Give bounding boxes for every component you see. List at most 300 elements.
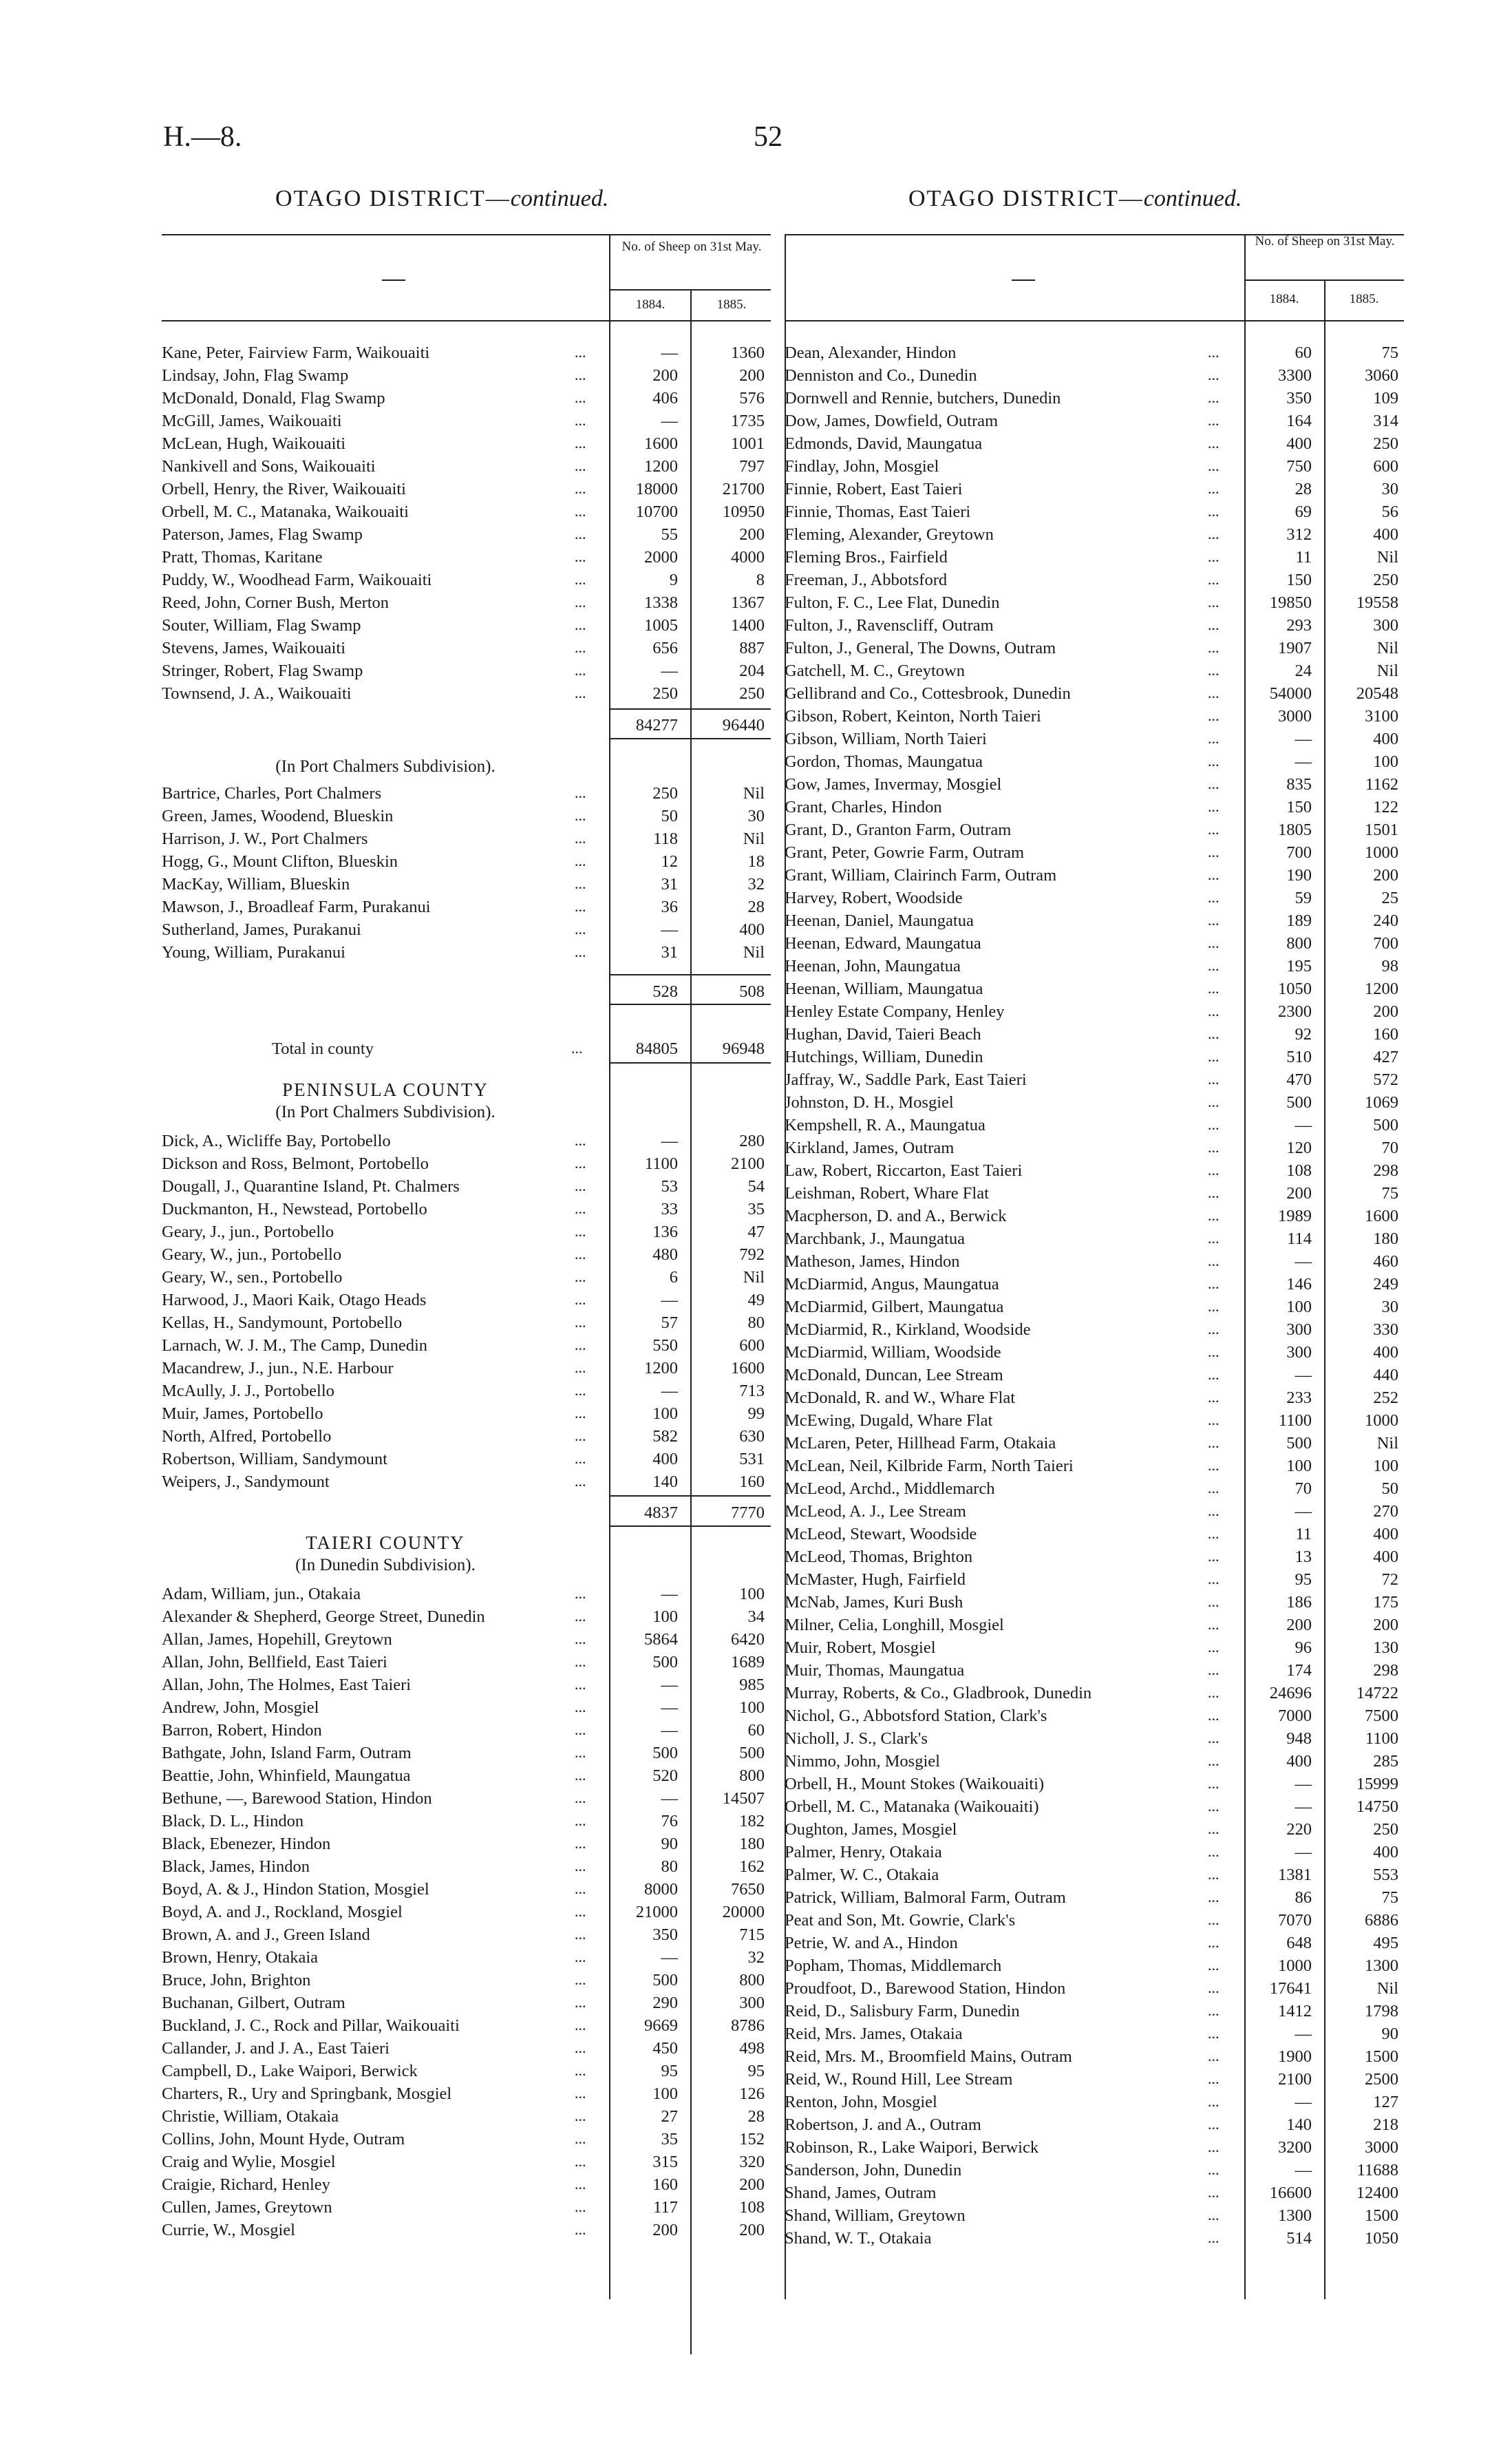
table-row <box>785 1499 1404 1522</box>
row-name: Callander, J. and J. A., East Taieri <box>162 2039 390 2058</box>
row-name: Fulton, F. C., Lee Flat, Dunedin <box>785 593 1000 612</box>
leader-dots: ... <box>1208 2115 1220 2133</box>
table-row <box>162 1900 771 1923</box>
leader-dots: ... <box>575 525 586 542</box>
value-1885: 50 <box>1381 1479 1398 1498</box>
value-1884: 136 <box>652 1223 678 1241</box>
right-year-1884: 1884. <box>1269 292 1299 306</box>
row-name: Grant, D., Granton Farm, Outram <box>785 821 1012 839</box>
leader-dots: ... <box>571 1039 583 1057</box>
row-name: Charters, R., Ury and Springbank, Mosgiel <box>162 2084 452 2103</box>
value-1885: 56 <box>1381 503 1398 521</box>
value-1885: 1501 <box>1365 821 1398 839</box>
row-name: Palmer, W. C., Otakaia <box>785 1866 939 1884</box>
value-1884: 9669 <box>644 2016 678 2035</box>
value-1885: 7650 <box>731 1880 765 1899</box>
table-row <box>785 1840 1404 1863</box>
value-1884: — <box>1295 1797 1312 1816</box>
leader-dots: ... <box>575 1857 586 1875</box>
leader-dots: ... <box>1208 1616 1220 1633</box>
value-1885: 218 <box>1373 2115 1398 2134</box>
table-row <box>162 2036 771 2059</box>
row-name: Muir, James, Portobello <box>162 1404 323 1423</box>
table-row <box>162 1968 771 1991</box>
value-1884: 1300 <box>1278 2206 1312 2225</box>
row-name: Gibson, William, North Taieri <box>785 730 987 748</box>
row-name: Pratt, Thomas, Karitane <box>162 548 323 567</box>
subtotal-1885: 96440 <box>722 716 765 735</box>
table-row <box>162 1605 771 1627</box>
value-1885: 200 <box>739 525 765 544</box>
table-row <box>785 2022 1404 2045</box>
table-row <box>785 1999 1404 2022</box>
row-name: McDiarmid, Angus, Maungatua <box>785 1275 999 1294</box>
row-name: Bruce, John, Brighton <box>162 1971 311 1989</box>
row-name: Black, Ebenezer, Hindon <box>162 1835 331 1853</box>
value-1885: 1735 <box>731 412 765 430</box>
value-1885: 1162 <box>1365 775 1398 794</box>
value-1885: 162 <box>739 1857 765 1876</box>
value-1885: 160 <box>739 1472 765 1491</box>
row-name: McLeod, A. J., Lee Stream <box>785 1502 966 1521</box>
leader-dots: ... <box>1208 1797 1220 1815</box>
row-name: McLeod, Stewart, Woodside <box>785 1525 977 1543</box>
leader-dots: ... <box>1208 2206 1220 2224</box>
row-name: Renton, John, Mosgiel <box>785 2093 937 2111</box>
table-row <box>785 818 1404 841</box>
value-1884: 200 <box>1286 1616 1312 1634</box>
value-1884: 195 <box>1286 957 1312 975</box>
total-1885: 96948 <box>722 1039 765 1058</box>
table-row <box>162 568 771 591</box>
row-name: McAully, J. J., Portobello <box>162 1382 334 1400</box>
leader-dots: ... <box>1208 866 1220 883</box>
leader-dots: ... <box>575 2039 586 2056</box>
table-row <box>162 827 771 849</box>
value-1885: 100 <box>739 1698 765 1717</box>
value-1885: 21700 <box>722 480 765 498</box>
right-title-text: OTAGO DISTRICT— <box>908 186 1144 211</box>
table-row <box>162 1786 771 1809</box>
value-1885: 75 <box>1381 1888 1398 1907</box>
row-name: Brown, Henry, Otakaia <box>162 1948 319 1967</box>
leader-dots: ... <box>575 807 586 824</box>
row-name: Fulton, J., Ravenscliff, Outram <box>785 616 994 635</box>
leader-dots: ... <box>1208 2070 1220 2087</box>
table-row <box>785 954 1404 977</box>
value-1884: 450 <box>652 2039 678 2058</box>
leader-dots: ... <box>1208 730 1220 747</box>
table-row <box>785 1227 1404 1249</box>
leader-dots: ... <box>575 1835 586 1852</box>
value-1885: 1200 <box>1365 980 1398 998</box>
table-row <box>785 1772 1404 1795</box>
table-row <box>162 1220 771 1243</box>
leader-dots: ... <box>1208 2138 1220 2155</box>
value-1884: 500 <box>652 1653 678 1671</box>
table-row <box>785 1567 1404 1590</box>
value-1885: 1360 <box>731 344 765 362</box>
value-1885: 54 <box>747 1177 765 1196</box>
table-row <box>785 1090 1404 1113</box>
leader-dots: ... <box>1208 1025 1220 1042</box>
leader-dots: ... <box>575 1336 586 1353</box>
table-row <box>785 659 1404 682</box>
leader-dots: ... <box>1208 1048 1220 1065</box>
table-row <box>785 545 1404 568</box>
value-1884: 470 <box>1286 1070 1312 1089</box>
value-1884: 200 <box>652 2221 678 2239</box>
value-1884: 27 <box>661 2107 678 2126</box>
leader-dots: ... <box>1208 525 1220 542</box>
row-name: Fleming Bros., Fairfield <box>785 548 948 567</box>
value-1885: 1050 <box>1365 2229 1398 2248</box>
value-1884: 114 <box>1287 1229 1312 1248</box>
leader-dots: ... <box>575 480 586 497</box>
row-name: McNab, James, Kuri Bush <box>785 1593 963 1612</box>
value-1885: 11688 <box>1356 2161 1398 2179</box>
row-name: Harrison, J. W., Port Chalmers <box>162 830 368 848</box>
leader-dots: ... <box>1208 1389 1220 1406</box>
value-1885: 122 <box>1373 798 1398 816</box>
row-name: Dick, A., Wicliffe Bay, Portobello <box>162 1132 391 1150</box>
table-row <box>162 2173 771 2195</box>
row-name: Johnston, D. H., Mosgiel <box>785 1093 954 1112</box>
row-name: McDonald, R. and W., Whare Flat <box>785 1389 1016 1407</box>
value-1885: 1367 <box>731 593 765 612</box>
table-row <box>162 2195 771 2218</box>
value-1885: 60 <box>747 1721 765 1740</box>
row-name: North, Alfred, Portobello <box>162 1427 332 1446</box>
value-1885: 25 <box>1381 889 1398 907</box>
taieri-subdivision: (In Dunedin Subdivision). <box>295 1556 476 1574</box>
leader-dots: ... <box>1208 911 1220 929</box>
table-row <box>162 1650 771 1673</box>
leader-dots: ... <box>1208 1684 1220 1701</box>
right-column-title <box>908 186 1242 212</box>
value-1884: 92 <box>1295 1025 1312 1044</box>
table-row <box>785 2158 1404 2181</box>
value-1885: 300 <box>739 1994 765 2012</box>
value-1885: 1600 <box>1365 1207 1398 1225</box>
leader-dots: ... <box>575 1427 586 1444</box>
leader-dots: ... <box>1208 1752 1220 1769</box>
value-1884: 700 <box>1286 843 1312 862</box>
leader-dots: ... <box>1208 1934 1220 1951</box>
value-1885: 47 <box>747 1223 765 1241</box>
value-1885: 330 <box>1373 1320 1398 1339</box>
row-name: Muir, Robert, Mosgiel <box>785 1638 936 1657</box>
value-1884: 1100 <box>644 1154 678 1173</box>
value-1885: 531 <box>739 1450 765 1468</box>
table-row <box>785 1363 1404 1386</box>
value-1885: 90 <box>1381 2025 1398 2043</box>
leader-dots: ... <box>575 1382 586 1399</box>
leader-dots: ... <box>1208 366 1220 383</box>
value-1884: 750 <box>1286 457 1312 476</box>
value-1884: 1900 <box>1278 2047 1312 2066</box>
row-name: McLeod, Archd., Middlemarch <box>785 1479 995 1498</box>
row-name: Currie, W., Mosgiel <box>162 2221 295 2239</box>
value-1884: 160 <box>652 2175 678 2194</box>
table-row <box>162 2014 771 2036</box>
value-1885: 2100 <box>731 1154 765 1173</box>
table-row <box>785 477 1404 500</box>
row-name: Paterson, James, Flag Swamp <box>162 525 363 544</box>
leader-dots: ... <box>1208 1911 1220 1928</box>
value-1885: 500 <box>1373 1116 1398 1134</box>
row-name: Black, D. L., Hindon <box>162 1812 304 1830</box>
table-row <box>162 1923 771 1945</box>
table-row <box>162 1582 771 1605</box>
leader-dots: ... <box>1208 1457 1220 1474</box>
table-row <box>785 1681 1404 1704</box>
value-1884: 8000 <box>644 1880 678 1899</box>
value-1884: 100 <box>652 1607 678 1626</box>
table-row <box>162 1718 771 1741</box>
row-name: Lindsay, John, Flag Swamp <box>162 366 349 385</box>
value-1885: 200 <box>1373 866 1398 885</box>
table-row <box>162 2218 771 2241</box>
leader-dots: ... <box>1208 1320 1220 1338</box>
table-row <box>162 432 771 454</box>
leader-dots: ... <box>575 457 586 474</box>
value-1884: 1005 <box>644 616 678 635</box>
leader-dots: ... <box>1208 1139 1220 1156</box>
table-row <box>162 409 771 432</box>
value-1884: 31 <box>661 943 678 962</box>
row-name: Sutherland, James, Purakanui <box>162 920 361 939</box>
row-name: Reid, D., Salisbury Farm, Dunedin <box>785 2002 1020 2020</box>
leader-dots: ... <box>575 1653 586 1670</box>
row-name: Bethune, —, Barewood Station, Hindon <box>162 1789 432 1808</box>
row-name: Geary, W., jun., Portobello <box>162 1245 342 1264</box>
leader-dots: ... <box>575 852 586 869</box>
leader-dots: ... <box>575 1132 586 1149</box>
leader-dots: ... <box>1208 2161 1220 2178</box>
row-name: McLeod, Thomas, Brighton <box>785 1548 973 1566</box>
row-name: Andrew, John, Mosgiel <box>162 1698 319 1717</box>
value-1885: 576 <box>739 389 765 408</box>
value-1884: 300 <box>1286 1343 1312 1362</box>
row-name: Murray, Roberts, & Co., Gladbrook, Dunedin <box>785 1684 1092 1702</box>
value-1884: 36 <box>661 898 678 916</box>
value-1884: 315 <box>652 2153 678 2171</box>
leader-dots: ... <box>1208 2229 1220 2246</box>
table-row <box>162 804 771 827</box>
value-1884: — <box>661 1698 678 1717</box>
value-1885: 18 <box>747 852 765 871</box>
value-1884: 10700 <box>635 503 678 521</box>
value-1885: 4000 <box>731 548 765 567</box>
leader-dots: ... <box>575 830 586 847</box>
value-1885: 250 <box>1373 1820 1398 1839</box>
value-1885: 14750 <box>1356 1797 1398 1816</box>
table-row <box>785 1727 1404 1749</box>
value-1884: 835 <box>1286 775 1312 794</box>
value-1885: 400 <box>1373 1548 1398 1566</box>
value-1885: 152 <box>739 2130 765 2148</box>
row-name: Buchanan, Gilbert, Outram <box>162 1994 345 2012</box>
row-name: Kirkland, James, Outram <box>785 1139 955 1157</box>
subtotal-port <box>162 980 771 1002</box>
table-row <box>785 1522 1404 1545</box>
value-1885: 298 <box>1373 1661 1398 1680</box>
leader-dots: ... <box>575 1880 586 1897</box>
value-1884: 17641 <box>1269 1979 1312 1998</box>
leader-dots: ... <box>1208 503 1220 520</box>
row-name: Cullen, James, Greytown <box>162 2198 332 2217</box>
value-1884: 233 <box>1286 1389 1312 1407</box>
value-1884: 1200 <box>644 1359 678 1377</box>
leader-dots: ... <box>575 2198 586 2215</box>
leader-dots: ... <box>1208 2184 1220 2201</box>
table-row <box>785 1295 1404 1318</box>
leader-dots: ... <box>1208 980 1220 997</box>
table-row <box>785 1045 1404 1068</box>
value-1884: 70 <box>1295 1479 1312 1498</box>
table-row <box>162 1696 771 1718</box>
value-1884: 2000 <box>644 548 678 567</box>
table-row <box>785 1068 1404 1090</box>
value-1884: 3000 <box>1278 707 1312 726</box>
taieri-title: TAIERI COUNTY <box>306 1532 465 1553</box>
value-1884: 350 <box>652 1925 678 1944</box>
row-name: Gibson, Robert, Keinton, North Taieri <box>785 707 1041 726</box>
value-1885: 75 <box>1381 344 1398 362</box>
row-name: Puddy, W., Woodhead Farm, Waikouaiti <box>162 571 432 589</box>
value-1884: — <box>1295 1252 1312 1271</box>
value-1884: 1805 <box>1278 821 1312 839</box>
value-1884: 948 <box>1286 1729 1312 1748</box>
row-name: Reid, Mrs. James, Otakaia <box>785 2025 963 2043</box>
value-1885: 8786 <box>731 2016 765 2035</box>
table-row <box>785 909 1404 931</box>
value-1884: — <box>661 920 678 939</box>
value-1885: Nil <box>743 784 765 803</box>
leader-dots: ... <box>1208 1275 1220 1292</box>
left-col-header: No. of Sheep on 31st May. <box>621 240 762 254</box>
value-1885: 285 <box>1373 1752 1398 1771</box>
row-name: Grant, Charles, Hindon <box>785 798 942 816</box>
table-row <box>162 1379 771 1402</box>
right-name-header-dash <box>1012 279 1035 281</box>
leader-dots: ... <box>1208 412 1220 429</box>
value-1885: 320 <box>739 2153 765 2171</box>
value-1885: 792 <box>739 1245 765 1264</box>
value-1885: 200 <box>739 2221 765 2239</box>
value-1885: 28 <box>747 2107 765 2126</box>
leader-dots: ... <box>1208 1775 1220 1792</box>
value-1884: 800 <box>1286 934 1312 953</box>
leader-dots: ... <box>575 1994 586 2011</box>
leader-dots: ... <box>1208 344 1220 361</box>
port-subtotal-1884: 528 <box>652 982 678 1001</box>
table-row <box>785 522 1404 545</box>
value-1884: — <box>661 1721 678 1740</box>
leader-dots: ... <box>1208 1638 1220 1656</box>
subtotal-waikouaiti <box>162 713 771 736</box>
leader-dots: ... <box>575 2175 586 2193</box>
value-1885: 19558 <box>1356 593 1398 612</box>
row-name: McEwing, Dugald, Whare Flat <box>785 1411 993 1430</box>
leader-dots: ... <box>575 1200 586 1217</box>
row-name: Stringer, Robert, Flag Swamp <box>162 662 363 680</box>
value-1884: 1600 <box>644 434 678 453</box>
value-1885: 3060 <box>1365 366 1398 385</box>
leader-dots: ... <box>1208 1593 1220 1610</box>
leader-dots: ... <box>575 1291 586 1308</box>
value-1884: 220 <box>1286 1820 1312 1839</box>
leader-dots: ... <box>1208 1956 1220 1974</box>
row-name: Leishman, Robert, Whare Flat <box>785 1184 989 1203</box>
leader-dots: ... <box>1208 1161 1220 1179</box>
value-1885: 75 <box>1381 1184 1398 1203</box>
value-1884: 1412 <box>1278 2002 1312 2020</box>
row-name: Nicholl, J. S., Clark's <box>785 1729 928 1748</box>
table-row <box>785 1795 1404 1817</box>
leader-dots: ... <box>575 1903 586 1920</box>
table-row <box>785 1976 1404 1999</box>
value-1884: 5864 <box>644 1630 678 1649</box>
row-name: Gellibrand and Co., Cottesbrook, Dunedin <box>785 684 1071 703</box>
leader-dots: ... <box>575 1268 586 1285</box>
table-row <box>785 409 1404 432</box>
value-1884: — <box>1295 1502 1312 1521</box>
leader-dots: ... <box>575 2130 586 2147</box>
value-1885: 99 <box>747 1404 765 1423</box>
value-1885: 8 <box>756 571 765 589</box>
value-1884: — <box>661 412 678 430</box>
leader-dots: ... <box>1208 480 1220 497</box>
value-1884: 100 <box>652 1404 678 1423</box>
row-name: Freeman, J., Abbotsford <box>785 571 948 589</box>
leader-dots: ... <box>575 503 586 520</box>
value-1884: — <box>661 1789 678 1808</box>
value-1884: 186 <box>1286 1593 1312 1612</box>
row-name: Patrick, William, Balmoral Farm, Outram <box>785 1888 1066 1907</box>
value-1884: 100 <box>1286 1457 1312 1475</box>
leader-dots: ... <box>1208 1229 1220 1247</box>
table-row <box>162 1764 771 1786</box>
value-1885: 270 <box>1373 1502 1398 1521</box>
value-1884: 55 <box>661 525 678 544</box>
value-1884: 3300 <box>1278 366 1312 385</box>
table-row <box>162 940 771 963</box>
value-1884: 140 <box>1286 2115 1312 2134</box>
value-1885: 252 <box>1373 1389 1398 1407</box>
value-1884: — <box>661 1382 678 1400</box>
table-row <box>785 1318 1404 1340</box>
value-1885: Nil <box>1376 548 1398 567</box>
leader-dots: ... <box>575 412 586 429</box>
value-1884: — <box>1295 2025 1312 2043</box>
value-1885: 160 <box>1373 1025 1398 1044</box>
value-1884: — <box>1295 2093 1312 2111</box>
value-1885: 127 <box>1373 2093 1398 2111</box>
leader-dots: ... <box>1208 1298 1220 1315</box>
row-name: Gatchell, M. C., Greytown <box>785 662 965 680</box>
value-1884: 2300 <box>1278 1002 1312 1021</box>
value-1885: 108 <box>739 2198 765 2217</box>
leader-dots: ... <box>1208 889 1220 906</box>
row-name: McMaster, Hugh, Fairfield <box>785 1570 966 1589</box>
value-1885: 1069 <box>1365 1093 1398 1112</box>
table-row <box>785 1408 1404 1431</box>
value-1884: 7000 <box>1278 1707 1312 1725</box>
value-1884: 200 <box>1286 1184 1312 1203</box>
leader-dots: ... <box>1208 616 1220 633</box>
